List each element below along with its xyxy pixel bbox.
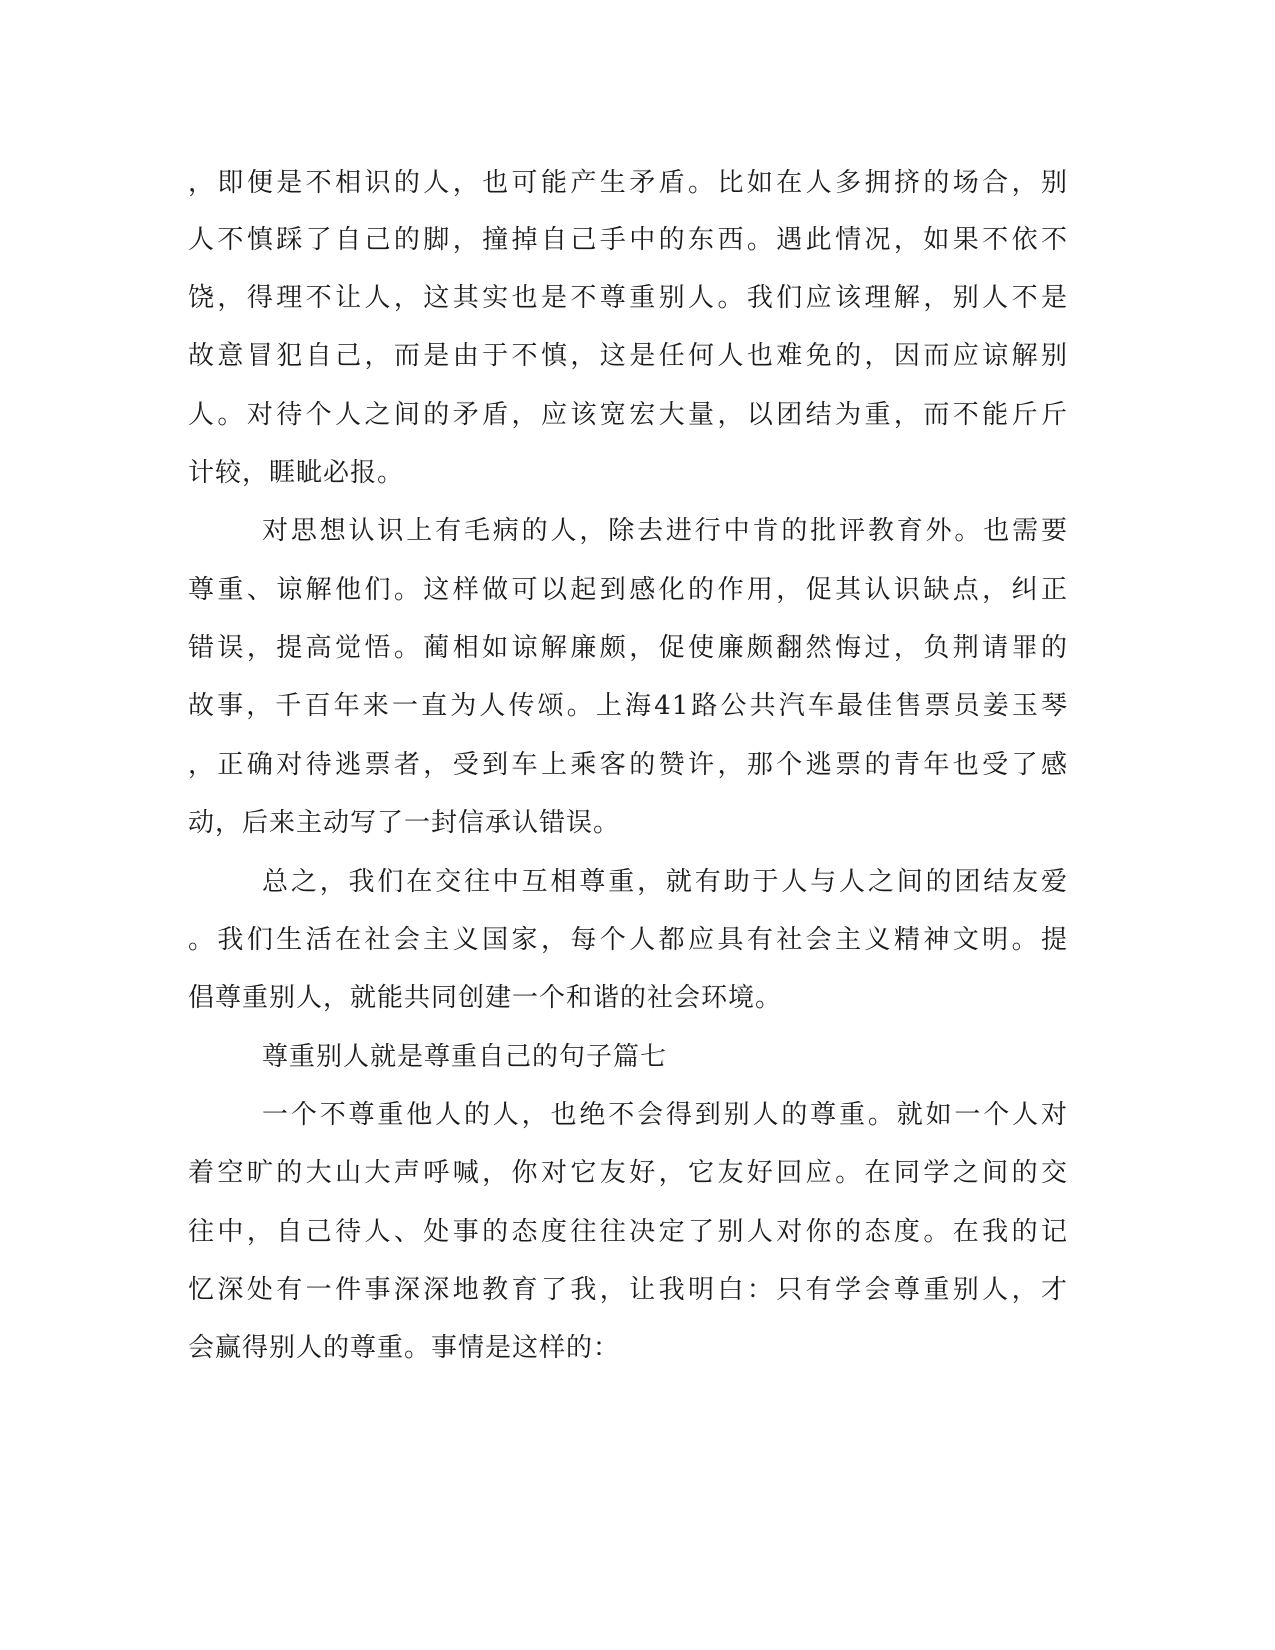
text-line: 人不慎踩了自己的脚，撞掉自己手中的东西。遇此情况，如果不依不 bbox=[188, 225, 1068, 255]
text-line: 往中，自己待人、处事的态度往往决定了别人对你的态度。在我的记 bbox=[188, 1217, 1068, 1247]
text-line: 人。对待个人之间的矛盾，应该宽宏大量，以团结为重，而不能斤斤 bbox=[188, 400, 1068, 430]
paragraph-first-line: 对思想认识上有毛病的人，除去进行中肯的批评教育外。也需要 bbox=[262, 516, 1068, 546]
text-line: 。我们生活在社会主义国家，每个人都应具有社会主义精神文明。提 bbox=[188, 925, 1068, 955]
paragraph-first-line: 一个不尊重他人的人，也绝不会得到别人的尊重。就如一个人对 bbox=[262, 1100, 1068, 1130]
text-line: ，正确对待逃票者，受到车上乘客的赞许，那个逃票的青年也受了感 bbox=[188, 750, 1068, 780]
text-line: 尊重、谅解他们。这样做可以起到感化的作用，促其认识缺点，纠正 bbox=[188, 575, 1068, 605]
text-line: 故意冒犯自己，而是由于不慎，这是任何人也难免的，因而应谅解别 bbox=[188, 341, 1068, 371]
text-line: 忆深处有一件事深深地教育了我，让我明白：只有学会尊重别人，才 bbox=[188, 1275, 1068, 1305]
text-line: 着空旷的大山大声呼喊，你对它友好，它友好回应。在同学之间的交 bbox=[188, 1158, 1068, 1188]
text-line: 倡尊重别人，就能共同创建一个和谐的社会环境。 bbox=[188, 983, 783, 1013]
text-line: 动，后来主动写了一封信承认错误。 bbox=[188, 808, 621, 838]
text-line: 错误，提高觉悟。蔺相如谅解廉颇，促使廉颇翻然悔过，负荆请罪的 bbox=[188, 633, 1068, 663]
section-heading: 尊重别人就是尊重自己的句子篇七 bbox=[262, 1042, 668, 1072]
paragraph-first-line: 总之，我们在交往中互相尊重，就有助于人与人之间的团结友爱 bbox=[262, 867, 1068, 897]
text-line: ，即便是不相识的人，也可能产生矛盾。比如在人多拥挤的场合，别 bbox=[188, 168, 1068, 198]
text-line: 计较，睚眦必报。 bbox=[188, 458, 405, 488]
text-line: 饶，得理不让人，这其实也是不尊重别人。我们应该理解，别人不是 bbox=[188, 283, 1068, 313]
text-line: 故事，千百年来一直为人传颂。上海41路公共汽车最佳售票员姜玉琴 bbox=[188, 691, 1068, 721]
text-line: 会赢得别人的尊重。事情是这样的： bbox=[188, 1333, 621, 1363]
